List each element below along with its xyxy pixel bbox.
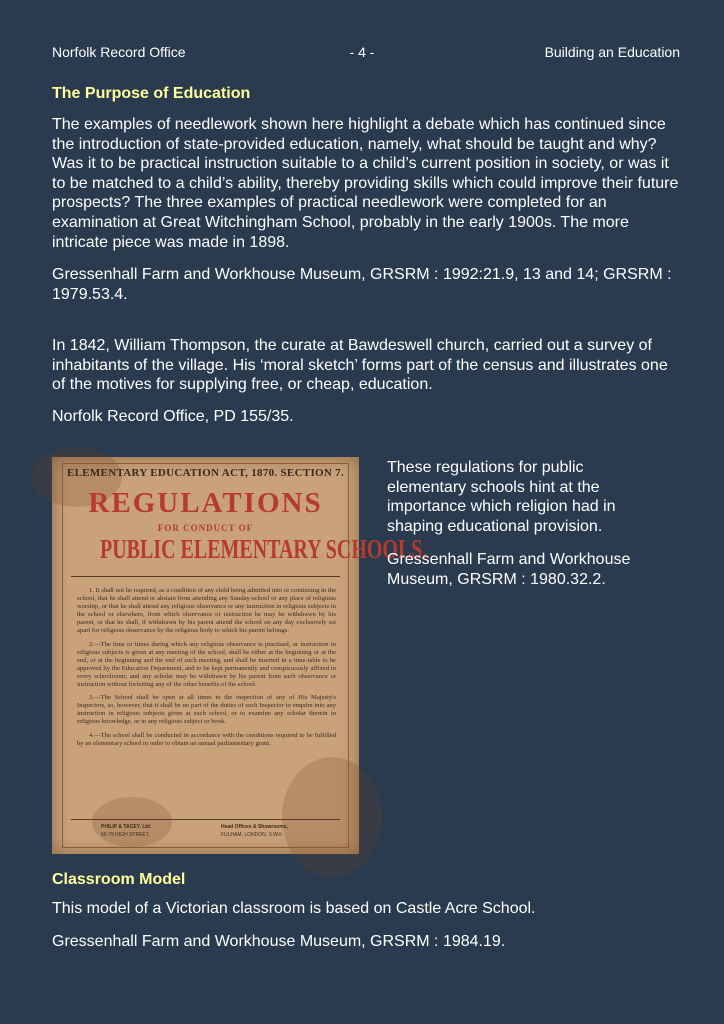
header-title: Building an Education <box>544 44 680 60</box>
poster-offices-address: FULHAM, LONDON, S.W.6 <box>221 832 282 838</box>
needlework-paragraph: The examples of needlework shown here highlight a debate which has continued since the introduction of state-provided education, namely, what should be taught and why? Was it to be practical instruction suitable to a child’s current position in society, or was it to be matched to a child’s ability, thereby providing skills which could improve their future prospects? The three examples of practical needlework were completed for an examination at Great Witchingham School, probably in the early 1900s. The more intricate piece was made in 1898. <box>52 116 679 251</box>
poster-offices: Head Offices & Showrooms, <box>221 824 288 830</box>
poster-printer-address: 69-79 HIGH STREET, <box>101 832 150 838</box>
poster-clause-4: 4.—The school shall be conducted in accordance with the conditions required to be fulfilled by an elementary school in order to obtain an annual parliamentary grant. <box>77 731 336 747</box>
regulations-poster-image <box>52 457 428 854</box>
poster-title: REGULATIONS <box>88 487 323 519</box>
section-title-purpose: The Purpose of Education <box>52 85 251 102</box>
poster-printer: PHILIP & TACEY, Ltd. <box>101 824 152 830</box>
poster-heading: PUBLIC ELEMENTARY SCHOOLS. <box>100 534 428 564</box>
poster-caption: These regulations for public elementary schools hint at the importance which religion had in shaping educational provision. <box>387 459 616 535</box>
poster-clause-3: 3.—The School shall be open at all times to the inspection of any of His Majesty's Inspectors, so, however, that it shall be no part of the duties of such Inspector to enquire into any instruction in religious subjects given at such school, or to examine any scholar therein in religious knowledge, or in any religious subject or book. <box>77 694 336 726</box>
poster-subtitle: FOR CONDUCT OF <box>157 523 254 533</box>
poster-clause-1: 1. It shall not be required, as a condition of any child being admitted into or continuing in the school, that he shall attend or abstain from attending any Sunday-school or any place of religious worship, or that he shall attend any religious observance or any instruction in religious subjects in the school or elsewhere, from which observance or instruction he may be withdrawn by his parent, or that he shall, if withdrawn by his parent attend the school on any day exclusively set apart for religious observance by the religious body to which his parent belongs. <box>77 587 336 635</box>
page-number: - 4 - <box>349 44 375 60</box>
poster-border <box>62 463 428 848</box>
poster-clause-2: 2.—The time or times during which any religious observance is practised, or instruction in religious subjects is given at any meeting of the school, shall be either at the beginning or at the end, or at the beginning and the end of such meeting, and shall be inserted in a time-table to be approved by the Education Department, and to be kept permanently and conspicuously affixed in every schoolroom; and any scholar may be withdrawn by his parent from such observance or instruction without forfeiting any of the other benefits of the school. <box>77 640 336 689</box>
survey-reference: Norfolk Record Office, PD 155/35. <box>52 408 294 425</box>
poster-act-line: ELEMENTARY EDUCATION ACT, 1870. SECTION 7. <box>66 467 345 479</box>
section-title-classroom: Classroom Model <box>52 871 186 888</box>
survey-paragraph: In 1842, William Thompson, the curate at Bawdeswell church, carried out a survey of inhabitants of the village. His ‘moral sketch’ forms part of the census and illustrates one of the motives for supplying free, or cheap, education. <box>52 337 668 394</box>
header-source: Norfolk Record Office <box>52 44 186 60</box>
page-header <box>52 44 680 62</box>
poster-divider <box>71 576 340 577</box>
classroom-paragraph: This model of a Victorian classroom is based on Castle Acre School. <box>52 900 536 917</box>
needlework-reference: Gressenhall Farm and Workhouse Museum, GRSRM : 1992:21.9, 13 and 14; GRSRM : 1979.53.4. <box>52 266 672 303</box>
poster-clauses <box>77 587 336 753</box>
classroom-reference: Gressenhall Farm and Workhouse Museum, GRSRM : 1984.19. <box>52 933 506 950</box>
poster-footer-divider <box>71 819 340 820</box>
poster-reference: Gressenhall Farm and Workhouse Museum, GRSRM : 1980.32.2. <box>387 551 631 588</box>
